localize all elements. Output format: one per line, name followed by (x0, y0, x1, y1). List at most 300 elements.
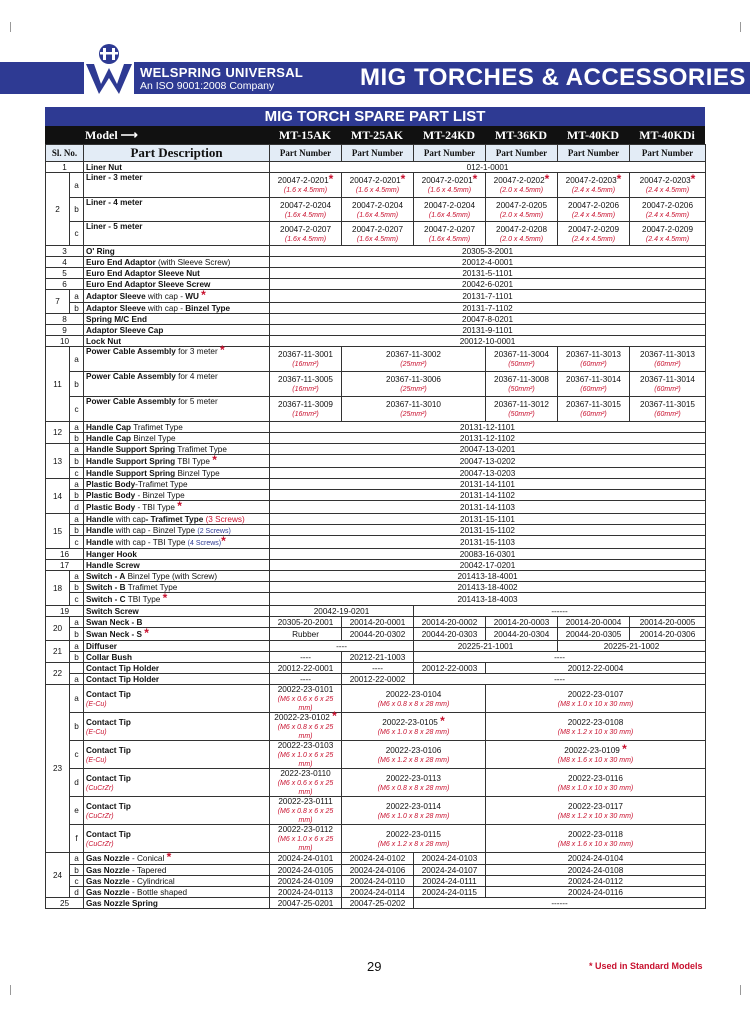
part-description-cell (84, 479, 270, 490)
part-description-note: - Conical (129, 854, 165, 863)
part-number: 20022-23-0108 (567, 717, 624, 727)
part-number: 20047-2-0206 (568, 200, 620, 210)
table-row (46, 479, 706, 490)
table-row (46, 898, 706, 909)
part-description: Switch - C (86, 594, 126, 604)
part-number: 20024-24-0109 (270, 876, 342, 887)
sub-letter: e (70, 797, 84, 825)
dimension: (M6 x 1.2 x 8 x 28 mm) (377, 840, 450, 848)
table-row (46, 314, 706, 325)
table-row (46, 290, 706, 303)
dimension: (2.4 x 4.5mm) (571, 235, 616, 243)
sub-letter: c (70, 741, 84, 769)
part-number: 20022-23-0101 (277, 685, 334, 694)
part-description: O' Ring (84, 246, 270, 257)
part-number-cell (486, 797, 706, 825)
sub-letter: f (70, 825, 84, 853)
part-number: 20367-11-3015 (566, 400, 621, 409)
part-number-cell (630, 173, 706, 198)
part-description-note: TBI Type (125, 594, 161, 604)
dimension: (60mm²) (580, 411, 607, 418)
part-number: 20131-12-1102 (270, 433, 706, 444)
dimension: (M6 x 1.0 x 6 x 25 mm) (277, 836, 334, 852)
part-description: Plastic Body (86, 479, 136, 489)
table-row (46, 582, 706, 593)
col-part-number: Part Number (342, 145, 414, 162)
sub-letter: a (70, 674, 84, 685)
part-number: ------ (414, 898, 706, 909)
part-number: 20047-2-0203 (565, 176, 617, 185)
asterisk: * (221, 533, 226, 548)
asterisk: * (166, 850, 172, 864)
part-number-cell (270, 397, 342, 422)
part-number: 20024-24-0114 (342, 887, 414, 898)
dimension: (M6 x 0.8 x 8 x 28 mm) (377, 700, 450, 708)
table-row (46, 713, 706, 741)
part-number: 20012-22-0003 (414, 663, 486, 674)
sub-letter: a (70, 479, 84, 490)
part-number: 20131-15-1102 (270, 525, 706, 536)
part-number: 20047-8-0201 (270, 314, 706, 325)
part-number: 20047-2-0206 (642, 200, 694, 210)
asterisk: * (212, 452, 217, 467)
part-description-cell (84, 287, 270, 303)
part-description: Gas Nozzle (86, 865, 130, 875)
dimension: (60mm²) (654, 386, 681, 393)
part-description-type: - Trafimet Type (145, 514, 204, 524)
part-number: 20024-24-0102 (342, 853, 414, 865)
dimension: (2.4 x 4.5mm) (645, 211, 690, 219)
part-description: Handle (86, 514, 114, 524)
sub-letter: b (70, 713, 84, 741)
dimension: (50mm²) (508, 361, 535, 368)
asterisk: * (690, 172, 696, 186)
dimension: (M8 x 1.2 x 10 x 30 mm) (557, 812, 634, 820)
table-row (46, 222, 706, 246)
col-part-number: Part Number (630, 145, 706, 162)
sub-letter: a (70, 347, 84, 372)
table-row (46, 741, 706, 769)
part-number: 20014-20-0003 (486, 617, 558, 628)
part-number-cell (630, 198, 706, 222)
part-description-cell (84, 498, 270, 514)
part-number: 20014-20-0306 (630, 628, 706, 641)
part-description: Liner Nut (84, 162, 270, 173)
part-description: Power Cable Assembly (86, 372, 176, 381)
part-description: Handle Support Spring (86, 456, 176, 466)
dimension: (60mm²) (580, 386, 607, 393)
part-number: 20131-7-1101 (270, 290, 706, 303)
part-number: 20367-11-3014 (640, 375, 695, 384)
part-number: 20024-24-0115 (414, 887, 486, 898)
part-description-type: Binzel Type (185, 303, 231, 313)
part-number: 20305-3-2001 (270, 246, 706, 257)
table-row (46, 825, 706, 853)
table-row (46, 468, 706, 479)
part-number: 20047-2-0204 (424, 200, 476, 210)
part-description-note: TBI Type (175, 456, 210, 466)
part-number: 20047-2-0203 (639, 176, 691, 185)
part-number: 20367-11-3004 (494, 350, 549, 359)
dimension: (M6 x 0.6 x 6 x 25 mm) (277, 780, 334, 796)
asterisk: * (544, 172, 550, 186)
part-number: 20367-11-3012 (494, 400, 549, 409)
part-number: 20042-19-0201 (270, 606, 414, 617)
part-number-cell (558, 397, 630, 422)
dimension: (M8 x 1.0 x 10 x 30 mm) (557, 700, 634, 708)
part-description-cell (84, 769, 270, 797)
part-number: 20367-11-3008 (494, 375, 549, 384)
company-subtitle: An ISO 9001:2008 Company (140, 80, 275, 92)
part-description-note: with cap - (145, 291, 186, 301)
sl-no: 15 (46, 514, 70, 549)
part-description-note: - Tapered (129, 865, 167, 875)
sub-letter: b (70, 372, 84, 397)
dimension: (2.0 x 4.5mm) (499, 235, 544, 243)
part-number: 20012-10-0001 (270, 336, 706, 347)
sub-letter: a (70, 617, 84, 628)
table-row (46, 490, 706, 501)
sub-letter: a (70, 685, 84, 713)
part-number: 20047-2-0207 (424, 224, 476, 234)
sl-no: 5 (46, 268, 84, 279)
part-description: Handle (86, 537, 114, 547)
part-number-cell (414, 222, 486, 246)
part-description: Gas Nozzle (86, 876, 130, 886)
part-number: 20212-21-1003 (342, 652, 414, 663)
sl-no: 17 (46, 560, 84, 571)
material: (CuCrZr) (86, 840, 114, 848)
table-row (46, 876, 706, 887)
part-description: Switch Screw (84, 606, 270, 617)
dimension: (2.4 x 4.5mm) (645, 187, 690, 194)
company-name: WELSPRING UNIVERSAL (140, 65, 304, 80)
part-number-cell (486, 685, 706, 713)
dimension: (25mm²) (400, 411, 427, 418)
part-number: 20012-22-0002 (342, 674, 414, 685)
table-row (46, 433, 706, 444)
dimension: (2.4 x 4.5mm) (571, 187, 616, 194)
col-part-number: Part Number (486, 145, 558, 162)
part-number: 20367-11-3013 (640, 350, 695, 359)
sl-no: 20 (46, 617, 70, 641)
part-number-cell (486, 347, 558, 372)
part-description: Collar Bush (84, 652, 270, 663)
part-description: Euro End Adaptor Sleeve Nut (84, 268, 270, 279)
part-number: 20367-11-3009 (278, 400, 333, 409)
crop-mark (740, 985, 750, 995)
sl-no: 6 (46, 279, 84, 290)
asterisk: * (622, 741, 627, 756)
part-description-note: with cap - Binzel Type (113, 525, 196, 535)
table-row (46, 674, 706, 685)
part-number: 20367-11-3010 (386, 400, 441, 409)
table-row (46, 372, 706, 397)
sub-letter: c (70, 468, 84, 479)
part-number-cell (342, 347, 486, 372)
part-description-note: Binzel Type (131, 433, 176, 443)
sl-no: 18 (46, 571, 70, 606)
part-description-note: with cap - TBI Type (113, 537, 186, 547)
sl-no: 3 (46, 246, 84, 257)
part-description-cell (84, 850, 270, 865)
part-description: Swan Neck - S (86, 629, 142, 639)
table-row (46, 663, 706, 674)
dimension: (1.6x 4.5mm) (284, 235, 327, 243)
sub-letter: b (70, 652, 84, 663)
dimension: (2.0 x 4.5mm) (499, 187, 544, 194)
part-description: Swan Neck - B (84, 617, 270, 628)
sub-letter: a (70, 641, 84, 652)
part-description-note: with cap (113, 514, 146, 524)
part-description-cell (84, 303, 270, 314)
part-number-cell (270, 769, 342, 797)
part-number-cell (270, 347, 342, 372)
part-description: Switch - B (86, 582, 126, 592)
part-number-cell (486, 173, 558, 198)
table-row (46, 422, 706, 433)
part-number: ---- (270, 641, 414, 652)
part-number: 20367-11-3014 (566, 375, 621, 384)
part-description: Euro End Adaptor (86, 257, 156, 267)
part-description-cell (84, 343, 270, 372)
part-number: 012-1-0001 (270, 162, 706, 173)
part-number: 20131-9-1101 (270, 325, 706, 336)
part-description-cell (84, 397, 270, 422)
part-description: Contact Tip (86, 745, 131, 755)
part-description-cell (84, 685, 270, 713)
asterisk: * (332, 709, 337, 723)
part-number: 20014-20-0004 (558, 617, 630, 628)
part-number-cell (558, 347, 630, 372)
sub-letter: b (70, 433, 84, 444)
part-description: Power Cable Assembly (86, 397, 176, 406)
part-number-cell (342, 222, 414, 246)
part-number: 20024-24-0108 (486, 865, 706, 876)
dimension: (1.6 x 4.5mm) (355, 187, 400, 194)
part-description-note: -Trafimet Type (135, 479, 188, 489)
sl-no: 7 (46, 290, 70, 314)
sl-no: 12 (46, 422, 70, 444)
crop-mark (0, 985, 11, 995)
page-title: MIG TORCHES & ACCESSORIES (360, 64, 746, 91)
crop-mark (0, 22, 11, 32)
part-number-cell (342, 741, 486, 769)
dimension: (50mm²) (508, 386, 535, 393)
part-number: 20047-25-0202 (342, 898, 414, 909)
table-row (46, 279, 706, 290)
parts-table (45, 144, 706, 909)
table-row (46, 246, 706, 257)
sl-no: 14 (46, 479, 70, 514)
sub-letter: b (70, 303, 84, 314)
part-description: Plastic Body (86, 490, 136, 500)
part-description-cell (84, 433, 270, 444)
part-number-cell (630, 372, 706, 397)
part-description-cell (84, 741, 270, 769)
dimension: (60mm²) (654, 361, 681, 368)
part-number: 20367-11-3005 (278, 375, 333, 384)
part-number-cell (486, 825, 706, 853)
asterisk: * (616, 172, 622, 186)
table-row (46, 397, 706, 422)
part-description: Liner - 4 meter (84, 198, 270, 222)
part-number: 20047-2-0201 (277, 176, 329, 185)
part-description-cell (84, 372, 270, 397)
part-description: Lock Nut (84, 336, 270, 347)
sub-letter: c (70, 876, 84, 887)
material: (CuCrZr) (86, 812, 114, 820)
sheet-title: MIG TORCH SPARE PART LIST (45, 107, 705, 126)
part-number: 20012-22-0004 (486, 663, 706, 674)
asterisk: * (440, 713, 445, 728)
part-number: 20024-24-0106 (342, 865, 414, 876)
welspring-logo-icon (86, 42, 132, 94)
dimension: (16mm²) (292, 361, 319, 368)
material: (E-Cu) (86, 756, 107, 764)
part-number-cell (630, 222, 706, 246)
sub-letter: d (70, 887, 84, 898)
part-description-cell (84, 582, 270, 593)
sub-letter: a (70, 290, 84, 303)
table-row (46, 444, 706, 455)
part-number: 20042-6-0201 (270, 279, 706, 290)
model-name: MT-40KDi (639, 128, 695, 142)
part-number: 20044-20-0304 (486, 628, 558, 641)
part-number-cell (342, 372, 486, 397)
part-number-cell (486, 198, 558, 222)
dimension: (60mm²) (654, 411, 681, 418)
part-description: Power Cable Assembly (86, 347, 176, 356)
table-row (46, 198, 706, 222)
sl-no: 23 (46, 685, 70, 853)
dimension: (1.6x 4.5mm) (284, 211, 327, 219)
sub-letter: d (70, 501, 84, 514)
part-number-cell (342, 713, 486, 741)
part-number-cell (486, 372, 558, 397)
dimension: (M6 x 0.8 x 6 x 25 mm) (277, 724, 334, 740)
part-number: 20022-23-0116 (568, 773, 623, 783)
part-number: 20024-24-0104 (486, 853, 706, 865)
part-number: 20022-23-0117 (568, 801, 623, 811)
table-row (46, 347, 706, 372)
part-description-cell (84, 257, 270, 268)
part-number-cell (270, 825, 342, 853)
part-number-cell (486, 741, 706, 769)
sl-no: 16 (46, 549, 84, 560)
table-row (46, 268, 706, 279)
part-description-cell (84, 876, 270, 887)
table-row (46, 162, 706, 173)
part-description: Contact Tip (86, 717, 131, 727)
part-number: 20225-21-1002 (558, 641, 706, 652)
part-number: 20024-24-0105 (270, 865, 342, 876)
part-number-cell (414, 173, 486, 198)
sl-no: 4 (46, 257, 84, 268)
part-number: 20024-24-0112 (486, 876, 706, 887)
table-row (46, 628, 706, 641)
asterisk: * (162, 590, 168, 605)
part-number: 20044-20-0302 (342, 628, 414, 641)
part-number: 20022-23-0102 (274, 713, 330, 722)
part-number-cell (270, 198, 342, 222)
part-number-cell (558, 222, 630, 246)
part-number: 20022-23-0115 (386, 829, 441, 839)
sl-no: 25 (46, 898, 84, 909)
part-description: Handle Support Spring (86, 468, 176, 478)
part-description-cell (84, 713, 270, 741)
part-description: Adaptor Sleeve (86, 303, 146, 313)
part-description: Spring M/C End (84, 314, 270, 325)
part-description-cell (84, 514, 270, 525)
part-description-cell (84, 468, 270, 479)
col-part-number: Part Number (558, 145, 630, 162)
screw-note: (2 Screws) (197, 527, 231, 535)
part-description: Adaptor Sleeve Cap (84, 325, 270, 336)
part-description-cell (84, 625, 270, 641)
sl-no: 2 (46, 173, 70, 246)
part-number: 20131-14-1101 (270, 479, 706, 490)
part-description: Contact Tip (86, 829, 131, 839)
dimension: (M8 x 1.6 x 10 x 30 mm) (557, 840, 634, 848)
part-number-cell (342, 198, 414, 222)
part-number-cell (270, 173, 342, 198)
model-label: Model ⟶ (85, 128, 138, 142)
dimension: (16mm²) (292, 386, 319, 393)
footnote: * Used in Standard Models (589, 961, 703, 971)
sl-no: 1 (46, 162, 84, 173)
part-number-cell (270, 222, 342, 246)
arrow-right-icon: ⟶ (120, 128, 138, 142)
table-row (46, 797, 706, 825)
part-number: 20042-17-0201 (270, 560, 706, 571)
part-description: Contact Tip Holder (84, 663, 270, 674)
part-number-cell (342, 173, 414, 198)
part-number-cell (270, 741, 342, 769)
sub-letter: a (70, 514, 84, 525)
dimension: (1.6x 4.5mm) (428, 235, 471, 243)
part-description-note: Trafimet Type (125, 582, 178, 592)
table-row (46, 641, 706, 652)
part-number: 20367-11-3013 (566, 350, 621, 359)
dimension: (M6 x 1.0 x 8 x 28 mm) (377, 728, 450, 736)
sub-letter: b (70, 455, 84, 468)
part-description: Liner - 3 meter (84, 173, 270, 198)
part-description-cell (84, 590, 270, 606)
table-row (46, 257, 706, 268)
part-number: 20047-2-0202 (493, 176, 545, 185)
part-number: 20131-7-1102 (270, 303, 706, 314)
part-number: 20367-11-3002 (386, 350, 441, 359)
part-number: 20131-14-1103 (270, 501, 706, 514)
table-row (46, 325, 706, 336)
sub-letter: d (70, 769, 84, 797)
asterisk: * (472, 172, 478, 186)
sub-letter: c (70, 536, 84, 549)
table-row (46, 455, 706, 468)
part-number-cell (342, 397, 486, 422)
part-number: 20014-20-0001 (342, 617, 414, 628)
part-description-note: for 4 meter (175, 372, 218, 381)
dimension: (1.6x 4.5mm) (356, 211, 399, 219)
dimension: (M6 x 1.0 x 8 x 28 mm) (377, 812, 450, 820)
part-description: Handle Cap (86, 422, 132, 432)
part-number: 20047-2-0207 (352, 224, 404, 234)
sub-letter: a (70, 422, 84, 433)
part-description: Contact Tip (86, 689, 131, 699)
table-row (46, 560, 706, 571)
part-description: Euro End Adaptor Sleeve Screw (84, 279, 270, 290)
